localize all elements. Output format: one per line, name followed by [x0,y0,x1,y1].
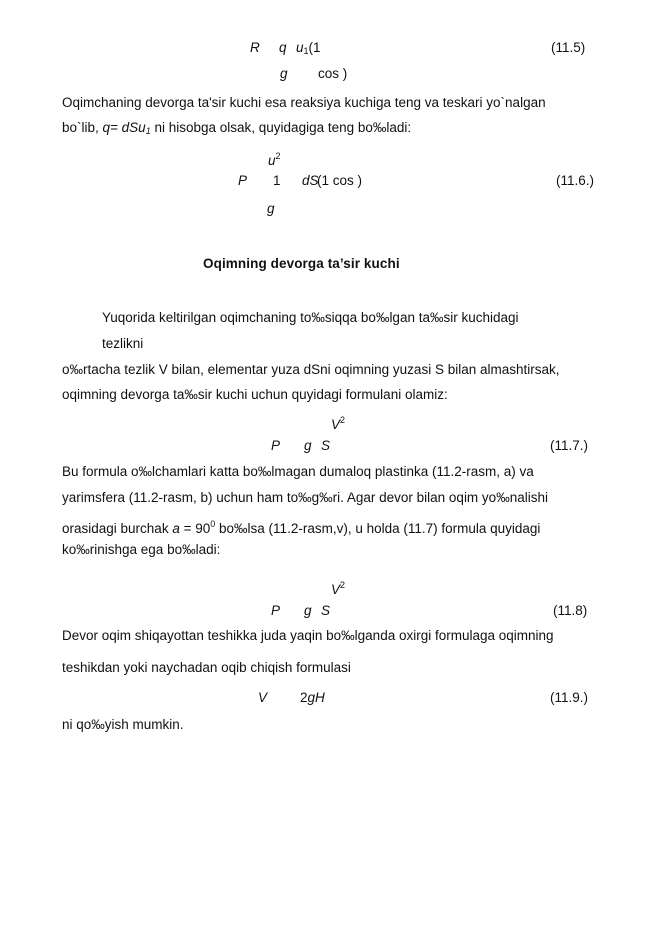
eq-11-6-u2: $u^2$ [268,151,281,168]
eq-11-8-S: S [321,603,331,618]
para3-line3: orasidagi burchak $a = 90^0$ bo‰lsa (11.2-rasm,v), u holda (11.7) formula quyidagi [62,519,541,536]
eq-11-5-u: $u_1(1$ [296,40,321,56]
para4-line1: Devor oqim shiqayottan teshikka juda yaqin bo‰lganda oxirgi formulaga oqimning [62,628,554,643]
eq-11-6-dS: dS [302,173,319,188]
eq-11-6-rest: (1 cos ) [317,173,363,188]
eq-11-9-gH: 2gH [300,690,325,705]
eq-11-5-cos: cos ) [318,66,348,81]
eq-11-9-V: V [258,690,268,705]
eq-11-7-P: P [271,438,281,453]
eq-11-5-q: q [279,40,287,55]
eq-11-8-V2: $V^2$ [331,580,346,597]
para1-line1: Oqimchaning devorga ta'sir kuchi esa reaksiya kuchiga teng va teskari yo`nalgan [62,95,546,110]
eq-11-5-number: (11.5) [551,40,586,55]
eq-11-6-P: P [238,173,248,188]
para4-line2: teshikdan yoki naychadan oqib chiqish formulasi [62,660,351,675]
section-heading: Oqimning devorga ta’sir kuchi [203,256,400,271]
eq-11-5-g: g [280,66,288,81]
eq-11-6-g: g [267,201,275,216]
eq-11-7-S: S [321,438,331,453]
eq-11-8-g: g [304,603,312,618]
para2-line4: oqimning devorga ta‰sir kuchi uchun quyidagi formulani olamiz: [62,387,448,402]
para2-line2: tezlikni [102,336,144,351]
eq-11-8-P: P [271,603,281,618]
eq-11-7-V2: $V^2$ [331,415,346,432]
para5-line1: ni qo‰yish mumkin. [62,717,184,732]
para3-line4: ko‰rinishga ega bo‰ladi: [62,542,221,557]
eq-11-9-number: (11.9.) [550,690,589,705]
para2-line3: o‰rtacha tezlik V bilan, elementar yuza dSni oqimning yuzasi S bilan almashtirsak, [62,362,560,377]
eq-11-6-one: 1 [273,173,281,188]
eq-11-6-number: (11.6.) [556,173,595,188]
para3-line2: yarimsfera (11.2-rasm, b) uchun ham to‰g‰ri. Agar devor bilan oqim yo‰nalishi [62,490,548,505]
para3-line1: Bu formula o‰lchamlari katta bo‰lmagan dumaloq plastinka (11.2-rasm, a) va [62,464,534,479]
para1-line2: bo`lib, q= dSu$_1$ ni hisobga olsak, quyidagiga teng bo‰ladi: [62,120,412,136]
eq-11-5-R: R [250,40,260,55]
eq-11-7-number: (11.7.) [550,438,589,453]
eq-11-7-g: g [304,438,312,453]
para2-line1: Yuqorida keltirilgan oqimchaning to‰siqqa bo‰lgan ta‰sir kuchidagi [102,310,519,325]
eq-11-8-number: (11.8) [553,603,588,618]
